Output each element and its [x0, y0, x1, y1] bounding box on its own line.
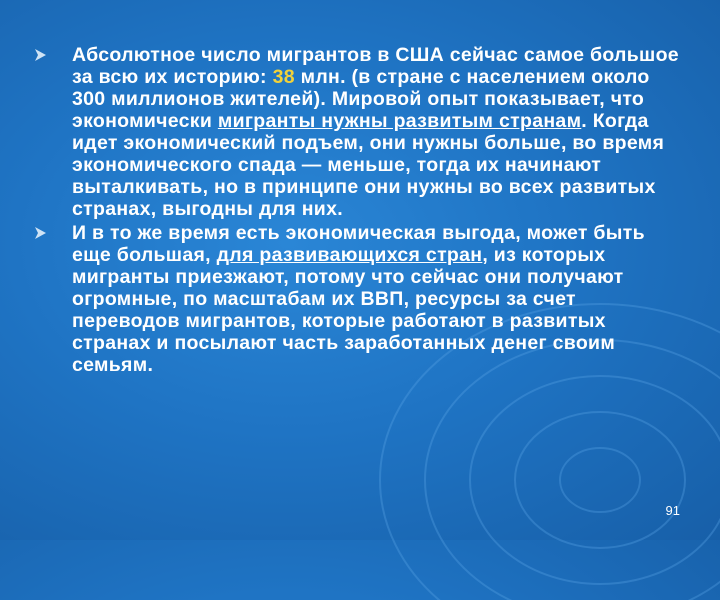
bullet-text: И в то же время есть экономическая выгода, может быть еще большая, — [72, 222, 645, 266]
bullet-list — [44, 44, 684, 378]
underlined-phrase: для развивающихся стран — [216, 244, 483, 266]
highlighted-number: 38 — [272, 66, 295, 88]
bullet-item — [44, 44, 684, 220]
bullet-text: Абсолютное число мигрантов в США сейчас самое большое за всю их историю: — [72, 44, 679, 88]
underlined-phrase: мигранты нужны развитым странам — [217, 110, 582, 132]
bullet-text: . Когда идет экономический подъем, они нужны больше, во время экономического спада — меньше, тогда их начинают выталкивать, но в принципе они нужны во всех развитых странах, выгодны для них. — [72, 110, 665, 220]
bullet-text: , из которых мигранты приезжают, потому что сейчас они получают огромные, по масштабам их ВВП, ресурсы за счет переводов мигрантов, которые работают в развитых странах и посылают часть заработанных денег своим семьям. — [72, 244, 624, 376]
bullet-text: млн. (в стране с населением около 300 миллионов жителей). Мировой опыт показывает, что экономически — [72, 66, 650, 132]
page-number: 91 — [665, 503, 680, 518]
arrowhead-bullet-icon — [32, 47, 48, 63]
bullet-item — [44, 222, 684, 376]
arrowhead-bullet-icon — [32, 225, 48, 241]
